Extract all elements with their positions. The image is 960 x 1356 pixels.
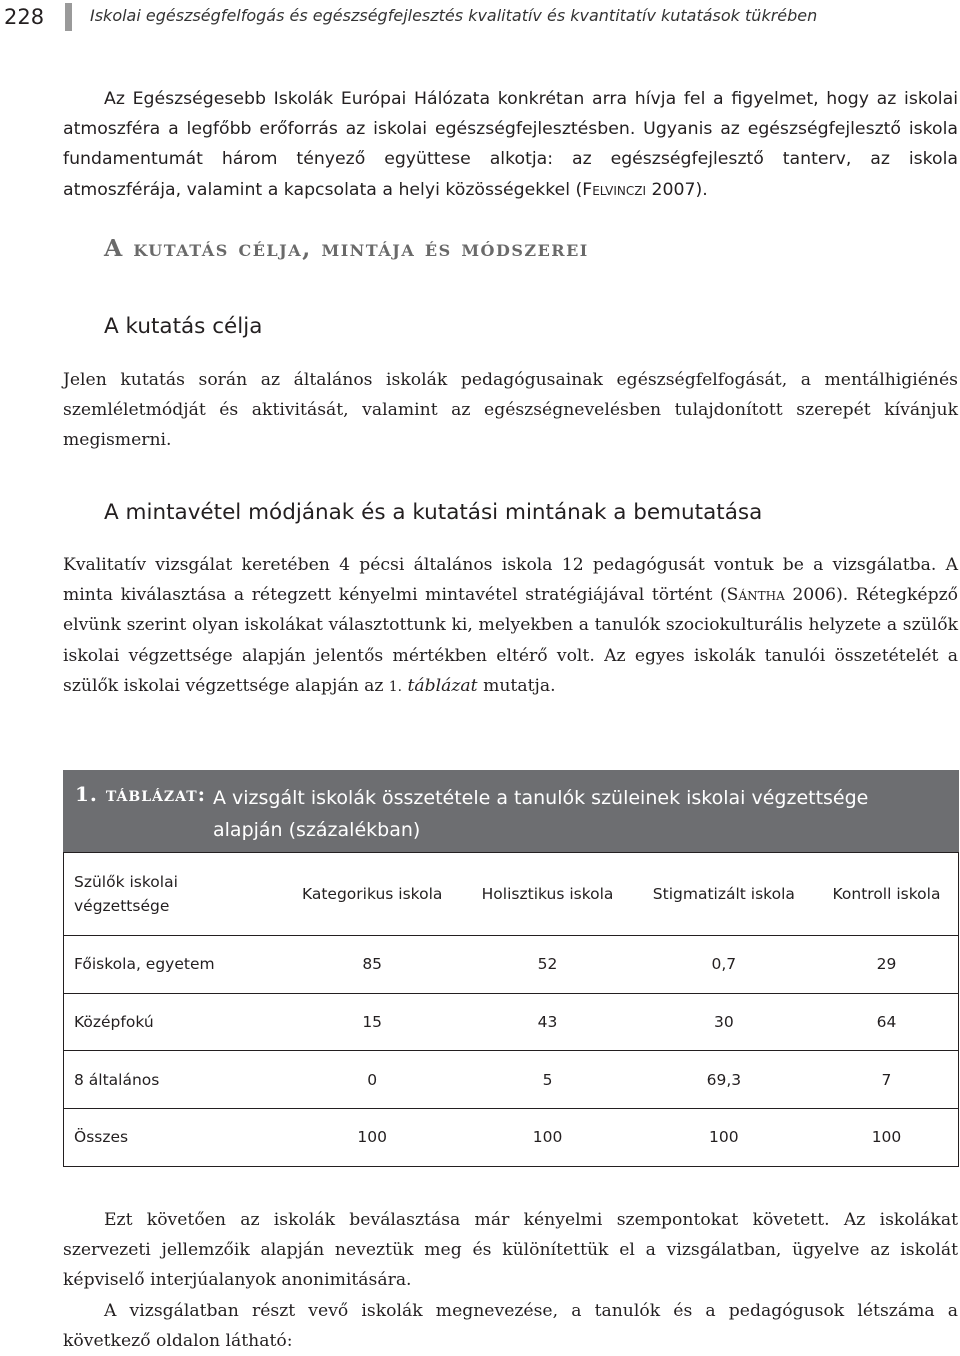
page-header (0, 0, 960, 40)
table-cell: 85 (282, 936, 462, 994)
table-cell: Összes (64, 1109, 283, 1167)
column-header: Kategorikus iskola (282, 853, 462, 936)
table-row (64, 993, 959, 1051)
table-cell: 5 (462, 1051, 632, 1109)
table-cell: 29 (815, 936, 959, 994)
column-header: Holisztikus iskola (462, 853, 632, 936)
column-header: Kontroll iskola (815, 853, 959, 936)
paragraph-research-aim: Jelen kutatás során az általános iskolák pedagógusainak egészségfelfogását, a mentálhigiénés szemléletmódját és aktivitását, valamint az egészségnevelésben tulajdonított szerepét kívánjuk megismerni. (63, 370, 958, 451)
citation-author: Sántha (726, 585, 785, 606)
header-divider (65, 3, 72, 31)
subheading-sampling: A mintavétel módjának és a kutatási mintának a bemutatása (104, 500, 763, 525)
table-cell: 52 (462, 936, 632, 994)
table-cell: 100 (815, 1109, 959, 1167)
paragraph-sampling: Kvalitatív vizsgálat keretében 4 pécsi általános iskola 12 pedagógusát vontuk be a vizsgálatba. A minta kiválasztása a rétegzett kényelmi mintavétel stratégiájával történt (Sántha 2006). Rétegképző elvünk szerint olyan iskolákat választottunk ki, melyekben a tanulók szociokulturális helyzete a szülők iskolai végzettsége alapján jelentős mértékben eltérő volt. Az egyes iskolák tanulói összetételét a szülők iskolai végzettsége alapján az 1. táblázat mutatja. (63, 555, 958, 696)
citation-year: 2007). (651, 179, 708, 200)
table-cell: Középfokú (64, 993, 283, 1051)
table-ref-word: táblázat (407, 675, 478, 696)
table-cell: 30 (633, 993, 815, 1051)
column-header: Szülők iskolai végzettsége (64, 853, 283, 936)
data-table (63, 852, 959, 1167)
table-cell: 69,3 (633, 1051, 815, 1109)
table-cell: 0,7 (633, 936, 815, 994)
table-caption (63, 770, 959, 852)
section-heading: A kutatás célja, mintája és módszerei (104, 234, 589, 262)
table-cell: 15 (282, 993, 462, 1051)
page-number: 228 (4, 5, 45, 29)
subheading-research-aim: A kutatás célja (104, 314, 263, 339)
table-1 (63, 770, 959, 1167)
table-cell: Főiskola, egyetem (64, 936, 283, 994)
table-cell: 43 (462, 993, 632, 1051)
table-ref-number: 1. (388, 678, 402, 695)
table-cell: 100 (462, 1109, 632, 1167)
table-cell: 100 (282, 1109, 462, 1167)
table-cell: 0 (282, 1051, 462, 1109)
table-header-row (64, 853, 959, 936)
table-row (64, 936, 959, 994)
paragraph-intro: Az Egészségesebb Iskolák Európai Hálózata konkrétan arra hívja fel a figyelmet, hogy az iskolai atmoszféra a legfőbb erőforrás az iskolai egészségfejlesztésben. Ugyanis az egészségfejlesztő iskola fundamentumát három tényező együttese alkotja: az egészségfejlesztő tanterv, az iskola atmoszférája, valamint a kapcsolata a helyi közösségekkel (Felvinczi 2007). (63, 89, 958, 200)
table-caption-text: A vizsgált iskolák összetétele a tanulók szüleinek iskolai végzettsége alapján (százalékban) (213, 787, 869, 841)
citation-author: Felvinczi (582, 179, 647, 200)
paragraph-schools: A vizsgálatban részt vevő iskolák megnevezése, a tanulók és a pedagógusok létszáma a következő oldalon látható: (63, 1301, 958, 1352)
paragraph-selection: Ezt követően az iskolák beválasztása már kényelmi szempontokat követett. Az iskolákat szervezeti jellemzőik alapján neveztük meg és különítettük el a vizsgálatban, ügyelve az iskolát képviselő interjúalanyok anonimitására. (63, 1210, 958, 1291)
running-head: Iskolai egészségfelfogás és egészségfejlesztés kvalitatív és kvantitatív kutatások tükrében (90, 6, 818, 25)
table-cell: 64 (815, 993, 959, 1051)
table-cell: 8 általános (64, 1051, 283, 1109)
table-cell: 7 (815, 1051, 959, 1109)
citation-year: 2006). (792, 585, 856, 606)
table-cell: 100 (633, 1109, 815, 1167)
table-caption-label: 1. táblázat: (75, 782, 207, 806)
table-row (64, 1051, 959, 1109)
table-row (64, 1109, 959, 1167)
column-header: Stigmatizált iskola (633, 853, 815, 936)
